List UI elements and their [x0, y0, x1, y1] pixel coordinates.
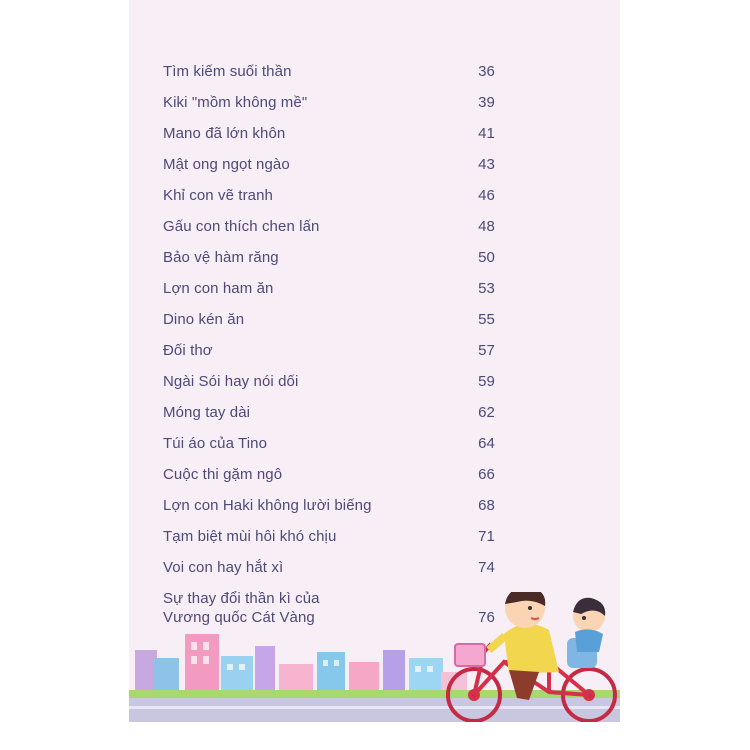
toc-entry [163, 93, 495, 112]
father-and-child-bicycle-illustration [129, 592, 620, 722]
toc-entry-page: 71 [478, 528, 495, 545]
toc-entry-title: Lợn con Haki không lười biếng [163, 497, 372, 514]
toc-entry-title: Sự thay đổi thần kì của Vương quốc Cát Vàng [163, 590, 320, 626]
toc-entry-page: 41 [478, 125, 495, 142]
toc-entry [163, 558, 495, 577]
toc-entry-title: Voi con hay hắt xì [163, 559, 284, 576]
toc-entry-title: Lợn con ham ăn [163, 280, 274, 297]
toc-entry [163, 372, 495, 391]
toc-entry [163, 124, 495, 143]
toc-entry-title: Mano đã lớn khôn [163, 125, 286, 142]
toc-entry-page: 48 [478, 218, 495, 235]
toc-entry [163, 341, 495, 360]
toc-entry [163, 248, 495, 267]
book-page [129, 0, 620, 722]
toc-entry-page: 68 [478, 497, 495, 514]
toc-entry-title: Khỉ con vẽ tranh [163, 187, 273, 204]
toc-entry-title: Đối thơ [163, 342, 213, 359]
toc-entry-title: Tạm biệt mùi hôi khó chịu [163, 528, 337, 545]
table-of-contents [163, 62, 495, 626]
toc-entry-title: Cuộc thi gặm ngô [163, 466, 283, 483]
toc-entry-page: 43 [478, 156, 495, 173]
toc-entry [163, 527, 495, 546]
road [129, 698, 620, 722]
toc-entry-title: Tìm kiếm suối thần [163, 63, 292, 80]
toc-entry-title: Dino kén ăn [163, 311, 245, 328]
toc-entry-page: 76 [478, 609, 495, 626]
toc-entry-page: 36 [478, 63, 495, 80]
toc-entry [163, 434, 495, 453]
toc-entry-title: Mật ong ngọt ngào [163, 156, 290, 173]
toc-entry [163, 186, 495, 205]
toc-entry-title: Túi áo của Tino [163, 435, 268, 452]
toc-entry [163, 217, 495, 236]
toc-entry [163, 310, 495, 329]
city-skyline [135, 634, 467, 694]
toc-entry-title: Gấu con thích chen lấn [163, 218, 320, 235]
toc-entry [163, 279, 495, 298]
toc-entry-page: 53 [478, 280, 495, 297]
toc-entry-page: 62 [478, 404, 495, 421]
toc-entry-title: Bảo vệ hàm răng [163, 249, 279, 266]
toc-entry-title: Kiki "mồm không mề" [163, 94, 308, 111]
toc-entry-title: Ngài Sói hay nói dối [163, 373, 299, 390]
toc-entry-page: 55 [478, 311, 495, 328]
toc-entry-page: 66 [478, 466, 495, 483]
toc-entry-page: 57 [478, 342, 495, 359]
toc-entry-page: 39 [478, 94, 495, 111]
toc-entry-page: 59 [478, 373, 495, 390]
toc-entry-page: 64 [478, 435, 495, 452]
toc-entry [163, 155, 495, 174]
toc-entry-page: 46 [478, 187, 495, 204]
basket [455, 644, 485, 666]
toc-entry-title: Móng tay dài [163, 404, 251, 421]
child [573, 598, 605, 652]
toc-entry-page: 74 [478, 559, 495, 576]
toc-entry [163, 496, 495, 515]
toc-entry [163, 465, 495, 484]
toc-entry-page: 50 [478, 249, 495, 266]
toc-entry [163, 62, 495, 81]
toc-entry [163, 403, 495, 422]
